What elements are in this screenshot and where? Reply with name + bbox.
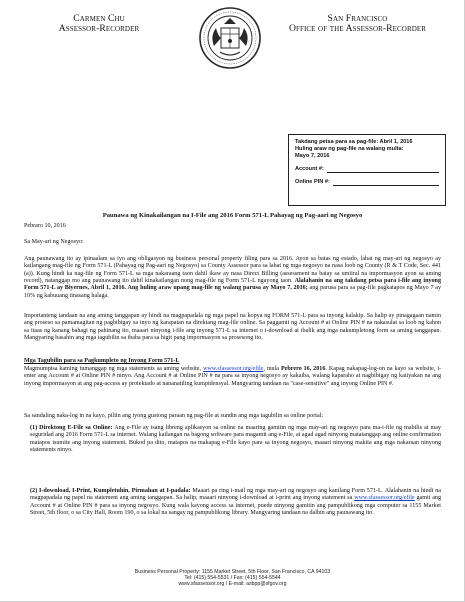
para3-text-c: . Kapag nakapag-log-on na kayo sa website, i-enter ang Account # at Online PIN # ninyo. Ang Account # at Online PIN # na para sa inyong negosyo ay kakaiba, walang kaparaho at nagbibigay ng katiyakan na ang inyong impormasyon at ang pag-access ay protektado at nananatiling kumpidensyal. Mangyaring tandaan na "case-sensitive" ang inyong Online PIN #. [24, 366, 442, 387]
paragraph-filing-obligation [24, 256, 441, 300]
letter-date: Pebraro 10, 2016 [24, 223, 66, 229]
account-number-line [327, 167, 439, 173]
penalty-free-deadline-label: Huling araw ng pag-file na walang multa: [295, 146, 404, 152]
filing-deadline: Takdang petsa para sa pag-file: Abril 1, 2016 [295, 139, 413, 145]
list-item-efile-online [30, 425, 441, 454]
account-number-field [295, 166, 439, 173]
item1-heading: Direktong E-File sa Online: [39, 425, 113, 431]
para1-text-a: Ang paunawang ito ay ipinaalam sa iyo ang obligasyon ng business personal property filing para sa 2016. Ayon sa batas ng estado, lahat ng may-ari ng negosyo ay kailangang mag-file ng Form 571-L (Pahayag ng Pag-aari ng Negosyo) sa County Assessor para sa lahat ng mga negosyo na nasa loob ng County (R & T Code, Sec. 441 (a)). Kung hindi ka nag-file ng Form 571-L sa mga nakaraang taon dahil ikaw ay nasa Direct Billing (assessment na batay sa umiiral na impormasyon ayon sa aming record), natanggap mo ang paunawang ito dahil kinakailangan nong mag-file ng Form 571-L ngayong taon. [24, 256, 441, 285]
header-right-block [275, 14, 440, 34]
header-left-block [24, 14, 174, 34]
item2-number: (2) [30, 488, 38, 494]
footer-contact [0, 569, 465, 588]
item2-body-b: gamit ang Account # at Online PIN # para sa inyong negosyo. Kung wala kayong access sa internet, puede ninyong gamitin ang pampublikong mga computer sa 1155 Market Street, 5th floor, o sa City Hall, Room 190, o sa lokal na sangay ng pampublikong library. Mangyaring tandaan na dalhin ang paunawang ito. [30, 495, 441, 517]
account-number-label: Account #: [295, 166, 324, 172]
item2-body-a: Maaari pa ring i-mail ng mga may-ari ng negosyo ang kanilang Form 571-L. Alalahanin na hindi na magpapadala ng papel na statement ang aming tanggapan. Sa halip, maaari ninyong i-download at i-print ang inyong statement sa [30, 488, 441, 502]
online-pin-line [333, 180, 439, 186]
item2-heading: I-download, I-Print, Kumpletuhin, Pirmahan at I-padala: [38, 488, 191, 494]
instructions-heading: Mga Tagubilin para sa Pagkumpleto ng Inyong Form 571-L [24, 358, 180, 364]
efile-download-link[interactable]: www.sfassessor.org/efile [354, 495, 415, 502]
online-pin-label: Online PIN #: [295, 179, 330, 185]
para3-text-b: , mula [263, 366, 280, 372]
assessor-title: Assessor-Recorder [58, 23, 140, 34]
paragraph-choose-method: Sa sandaling naka-log in na kayo, piliin ang iyong gustong paraan ng pag-file at sundin ang mga tagubilin sa online portal: [24, 413, 324, 419]
para1-text-c: ang parusa para sa pag-file pagkatapos ng Mayo 7 ay 10% ng kabuuang tinasang halaga. [24, 285, 442, 299]
item1-number: (1) [30, 425, 38, 431]
paragraph-online-filing: Importanteng tandaan na ang aming tanggapan ay hindi na magpapadala ng mga papel na kopya ng FORM 571-L para sa inyong kalakip. Sa halip ay pinagagaan namin ang proseso sa pamamagitan ng pagbibigay sa inyo ng karapatan na direktang mag-file online. Sa paggamit ng Account # at Online PIN # na nakasulat sa loob ng kahon sa itaas ng kanang bahagi ng pahinang ito, maaari ninyong i-file ang inyong 571-L sa internet o i-download at ibalik ang mga nakumpletong form sa aming tanggapan. Mangyaring basahin ang mga tagubilin sa ibaba para sa higit pang impormasyon sa prosesong ito. [24, 313, 441, 342]
city-county-seal-icon [198, 6, 262, 70]
para3-text-a: Magmumpisa kaming tumanggap ng mga statements sa aming website, [24, 366, 202, 372]
item1-body: Ang e-File ay isang libreng aplikasyon sa online na maaring gamitin ng mga may-ari ng negosyo para ma-i-file ng mabilis at may seguridad ang 2016 Form 571-L sa internet. Walang kailangan na bagong software para magamit ang e-File, at agad agad ninyong matatanggap ang online confirmation matapos isumite ang inyong statement. Bukod pa dito, matapos na makapag e-File kayo para sa inyong negosyo, maaari ninyong makita ang mga nakaraan ninyong statements ninyo. [30, 425, 442, 454]
footer-web-email: www.sfassessor.org / E-mail: asbpp@sfgov.org [178, 581, 287, 588]
salutation: Sa May-ari ng Negosyo: [24, 239, 84, 245]
city-name: San Francisco [327, 13, 388, 24]
list-item-download-print-mail [30, 488, 441, 517]
efile-website-link[interactable]: www.sfassessor.org/efile [202, 366, 264, 372]
para3-start-date: Pebrero 16, 2016 [280, 366, 326, 372]
footer-address: Business Personal Property: 1155 Market Street, 5th Floor, San Francisco, CA 94103 [134, 569, 331, 575]
notice-title: Paunawa ng Kinakailangan na I-File ang 2016 Form 571-L Pahayag ng Pag-aari ng Negosyo [102, 212, 363, 219]
penalty-free-deadline-date: Mayo 7, 2016 [295, 153, 330, 159]
deadline-info-box [288, 134, 446, 206]
paragraph-website-instructions [24, 366, 441, 388]
para1-deadline-emphasis: Alalahanin na ang takdang petsa para i-file ang inyong Form 571-L ay Biyernes, Abril 1, 2016. Ang huling araw upang mag-file ng walang parusa ay Mayo 7, 2016; [24, 278, 441, 292]
footer-phone-fax: Tel: (415) 554-5531 / Fax: (415) 554-5544 [184, 575, 281, 582]
online-pin-field [295, 179, 439, 186]
assessor-name: Carmen Chu [73, 13, 125, 24]
office-name: Office of the Assessor-Recorder [288, 23, 427, 34]
